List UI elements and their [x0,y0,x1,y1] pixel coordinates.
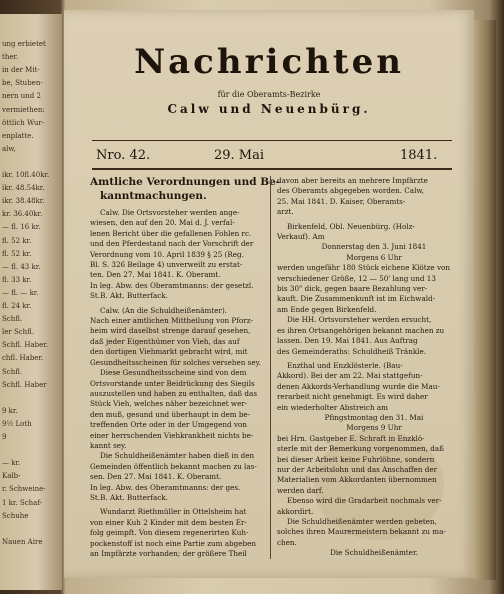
article-line: werden ungefähr 180 Stück eichene Klötze von [277,263,450,273]
left-page-line: 9½ Loth [2,419,32,428]
left-page-line: in der Mit- [2,66,40,75]
left-page-line: ikr. 10fl.40kr. [2,171,50,179]
article-line: kauft. Die Zusammenkunft ist im Eichwald- [277,294,436,304]
article-line: es ihren Ortsangehörigen bekannt machen zu [277,325,445,335]
article-line: arzt. [277,207,294,217]
article-line: sen. Den 27. Mai 1841. K. Oberamt. [90,472,222,482]
article-line: ein wiederholter Abstreich am [277,402,388,412]
section-heading: kanntmachungen. [100,190,207,202]
masthead-title: Nachrichten [134,42,404,82]
left-page-line: öttlich Wur- [2,118,45,127]
left-page-line: Schfl. [2,315,23,324]
left-page-line: chfl. Haber. [2,354,44,363]
left-page-line: fl. 33 kr. [2,275,32,284]
article-line: Gesundheitsscheinen für solches versehen sey. [90,357,262,367]
article-line: akkordirt. [277,506,314,516]
issue-number: Nro. 42. [96,148,151,163]
article-line: Gemeinden öffentlich bekannt machen zu las- [90,461,257,471]
issue-year: 1841. [400,148,438,163]
article-line: Morgens 9 Uhr [346,423,402,433]
article-line: Verkauf). Am [277,232,325,242]
page-edge [474,20,496,580]
left-page-line: ther. [2,53,19,62]
left-page-line: 9 kr. [2,406,18,415]
article-line: Donnerstag den 3. Juni 1841 [321,242,427,252]
column-right [270,176,471,559]
article-line: Nach einer amtlichen Mittheilung von Pforz- [90,316,253,326]
header-rule-bottom [92,168,452,170]
article-line: pockenstoff ist noch eine Partie zum abgeben [90,538,256,548]
left-page-line: Nauen Aire [2,537,43,546]
article-line: Die Schuldheißenämter haben dieß in den [100,451,255,461]
article-line: den muß, gesund und überhaupt in dem be- [90,409,251,419]
article-line: Bl. S. 326 Beilage 4) unverweilt zu erstat- [90,260,243,270]
article-line: Birkenfeld, Obl. Neuenbürg. (Holz- [287,221,415,231]
article-line: St.B. Akt. Butterfack. [90,291,168,301]
article-line: kannt sey. [90,440,127,450]
left-page-line: — kr. [2,459,21,468]
header-rule-top [92,140,452,141]
article-line: des Oberamts abgegeben worden. Calw, [277,186,424,196]
article-line: daß jeder Eigenthümer von Vieh, das auf [90,336,240,346]
article-line: In leg. Abw. des Oberamtmanns: der gesetzl. [90,280,254,290]
left-page-line: 9 [2,433,7,441]
left-page-line: — fl. 16 kr. [2,223,41,232]
issue-date: 29. Mai [214,148,265,163]
article-line: rerarbeit nicht genehmigt. Es wird daher [277,392,428,402]
article-line: davon aber bereits an mehrere Impfärzte [277,176,428,185]
article-line: Materialien vom Akkordanten übernommen [277,475,437,485]
left-page-line: enplatte. [2,131,34,140]
article-line: auszustellen und haben zu enthalten, daß das [90,388,258,398]
article-line: von einer Kuh 2 Kinder mit dem besten Er- [90,517,247,527]
left-page-line: fl. 52 kr. [2,249,32,258]
left-page-line: nern und 2 [2,92,41,101]
article-line: verschiedener Größe, 12 — 50' lang und 13 [277,273,436,283]
article-line: den dortigen Viehmarkt gebracht wird, mit [90,347,248,357]
left-page-line: Kalb- [2,472,21,481]
article-line: Diese Gesundheitsscheine sind von dem [100,368,247,378]
article-line: einer herrschenden Viehkrankheit nichts be- [90,430,254,440]
article-line: werden darf. [277,485,324,495]
article-line: wiesen, den auf den 20. Mai d. J. verfal- [90,218,235,228]
article-line: Akkord). Bei der am 22. Mai stattgefun- [277,371,423,381]
article-line: Die Schuldheißenämter. [330,548,418,558]
article-line: bei Hrn. Gastgeber E. Schraft in Enzklö- [277,433,425,443]
article-line: sterle mit der Bemerkung vorgenommen, daß [277,444,444,454]
left-page-line: kr. 36.40kr. [2,210,43,219]
article-line: ten. Den 27. Mai 1841. K. Oberamt. [90,270,221,280]
article-line: solches ihren Maurermeistern bekannt zu ma- [277,527,446,537]
left-page-line: — fl. 43 kr. [2,262,41,271]
article-line: bis 30" dick, gegen baare Bezahlung ver- [277,284,428,294]
left-page-line: ung erbietet [2,40,46,48]
section-heading: Amtliche Verordnungen und Be- [90,176,280,188]
newspaper-page [64,10,474,578]
left-page-line: ler Schfl. [2,328,35,337]
article-line: Pfingstmontag den 31. Mai [324,412,424,422]
left-page-line: vermiethen: [2,105,45,114]
left-page-line: Schfl. Haber. [2,341,49,350]
left-page-line: be, Stuben- [2,79,43,88]
left-page-line: ikr. 48.54kr. [2,184,45,193]
article-line: Stück Vieh, welches näher bezeichnet wer- [90,399,248,409]
article-line: treffenden Orte oder in der Umgegend von [90,420,247,430]
article-line: Die HH. Ortsvorsteher werden ersucht, [287,315,432,325]
article-line: an Impfärzte vorhanden; der größere Theil [90,549,247,558]
left-page-line: fl. 52 kr. [2,236,32,245]
article-line: In leg. Abw. des Oberamtmanns: der ges. [90,482,241,492]
article-line: am Ende gegen Birkenfeld. [277,304,377,314]
article-line: Verordnung vom 10. April 1839 § 25 (Reg. [90,249,244,259]
article-line: Ebenso wird die Gradarbeit nochmals ver- [287,496,442,506]
article-line: lenen Bericht über die gefallenen Fohlen rc. [90,228,252,238]
article-line: Wundarzt Riethmüller in Ottelsheim hat [100,507,247,517]
left-page-line: fl. 24 kr. [2,302,32,310]
article-line: St.B. Akt. Butterfack. [90,492,168,502]
article-line: folg geimpft. Von diesem regenerirten Kuh- [90,528,249,538]
article-line: Morgens 6 Uhr [346,252,402,262]
article-line: Calw. Die Ortsvorsteher werden ange- [100,208,240,217]
left-page-line: Schfl. Haber [2,380,47,389]
article-line: lassen. Den 19. Mai 1841. Aus Auftrag [277,336,418,346]
article-line: des Gemeinderaths: Schuldheiß Tränkle. [277,346,427,356]
article-line: 25. Mai 1841. D. Kaiser, Oberamts- [277,196,406,206]
article-line: Die Schuldheißenämter werden gebeten, [287,517,437,526]
article-line: Enzthal und Enzklösterle. (Bau- [287,360,403,370]
left-page-line: ikr. 38.48kr. [2,197,45,206]
left-page [0,14,62,590]
article-line: heim wird daselbst strenge darauf gesehen, [90,326,251,336]
left-page-line: alw, [2,144,16,153]
article-line: Calw. (An die Schuldheißenämter). [100,305,228,315]
left-page-line: — fl. — kr. [2,288,39,297]
article-line: chen. [277,537,297,547]
article-line: nur der Arbeitslohn und das Anschaffen der [277,464,438,474]
article-line: Ortsvorstande unter Beidrückung des Siegils [90,378,255,388]
masthead-district: Calw und Neuenbürg. [167,102,371,116]
masthead-subtitle: für die Oberamts-Bezirke [217,90,321,99]
column-left [90,176,280,559]
article-line: denen Akkords-Verhandlung wurde die Mau- [277,381,440,391]
left-page-line: Schfl. [2,367,23,376]
article-line: und den Pferdestand nach der Vorschrift der [90,239,254,249]
left-page-line: Schuhe [2,511,29,520]
article-line: bei dieser Arbeit keine Fuhrlöhne, sondern [277,454,435,464]
left-page-line: 1 kr. Schaf- [2,498,43,507]
left-page-line: r. Schweine- [2,485,46,494]
